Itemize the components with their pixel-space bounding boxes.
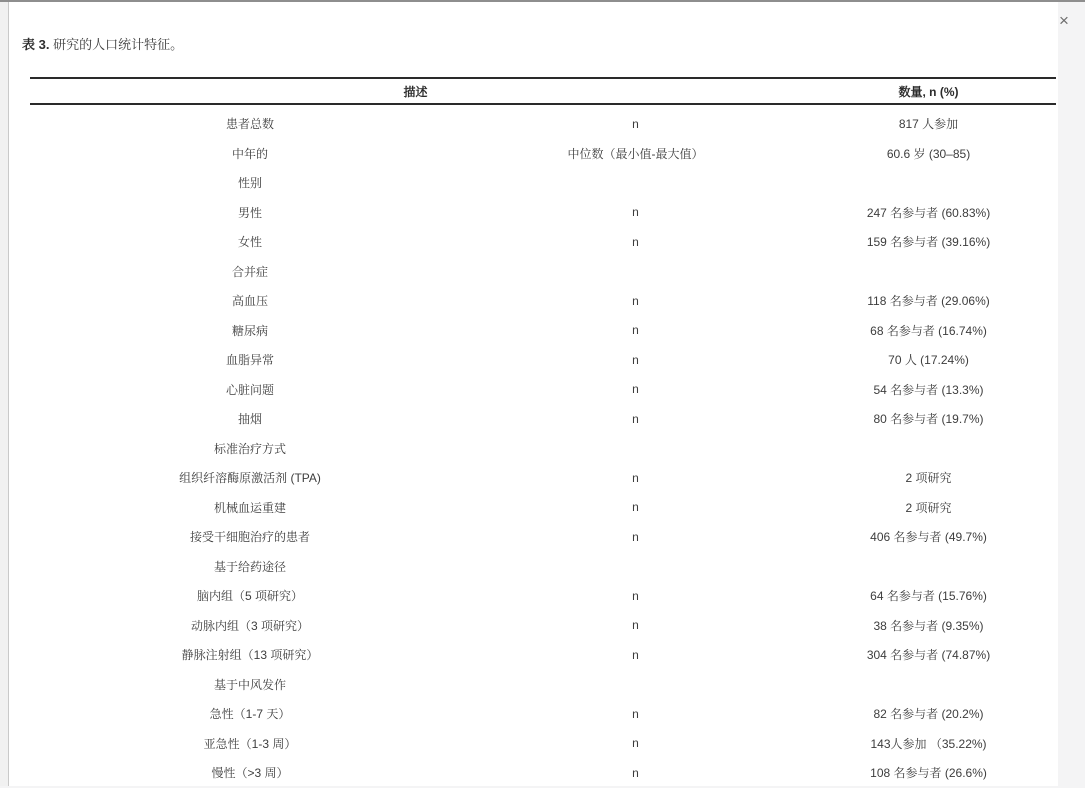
row-value: 60.6 岁 (30–85) [886, 146, 971, 161]
row-value: 108 名参与者 (26.6%) [870, 766, 987, 781]
table-row [30, 670, 1056, 700]
table-row [30, 611, 1056, 641]
row-label: 接受干细胞治疗的患者 [189, 530, 310, 545]
table-row [30, 434, 1056, 464]
col-header-quantity: 数量, n (%) [801, 78, 1056, 104]
table-row [30, 109, 1056, 139]
row-value: 118 名参与者 (29.06%) [867, 294, 990, 309]
table-row [30, 345, 1056, 375]
row-value [801, 434, 1056, 464]
row-value: 38 名参与者 (9.35%) [873, 618, 984, 633]
row-label: 心脏问题 [225, 382, 274, 397]
row-value [801, 670, 1056, 700]
row-measure: n [632, 234, 639, 249]
row-label: 机械血运重建 [213, 500, 286, 515]
row-value: 54 名参与者 (13.3%) [873, 382, 984, 397]
row-value: 406 名参与者 (49.7%) [870, 530, 987, 545]
col-header-description: 描述 [30, 78, 801, 104]
row-measure: n [632, 352, 639, 367]
row-label: 脑内组（5 项研究） [196, 589, 303, 604]
row-measure: n [632, 765, 639, 780]
row-value: 817 人参加 [898, 117, 959, 132]
row-value [801, 257, 1056, 287]
row-value: 304 名参与者 (74.87%) [866, 648, 991, 663]
table-title-number: 表 3. [22, 37, 50, 52]
table-row [30, 463, 1056, 493]
table-row [30, 316, 1056, 346]
table-header-row [30, 78, 1056, 104]
row-value: 64 名参与者 (15.76%) [870, 589, 987, 604]
table-row [30, 286, 1056, 316]
table-row [30, 552, 1056, 582]
row-label: 亚急性（1-3 周） [203, 736, 297, 751]
row-label: 性别 [237, 176, 262, 191]
row-measure: n [632, 500, 639, 515]
table-row [30, 404, 1056, 434]
table-row [30, 581, 1056, 611]
row-value: 159 名参与者 (39.16%) [866, 235, 991, 250]
row-measure [470, 434, 801, 464]
table-row [30, 640, 1056, 670]
table-row [30, 227, 1056, 257]
content-panel [8, 2, 1058, 786]
row-label: 静脉注射组（13 项研究） [181, 648, 319, 663]
row-value [801, 168, 1056, 198]
row-measure: n [632, 647, 639, 662]
row-measure [470, 168, 801, 198]
row-label: 慢性（>3 周） [211, 766, 289, 781]
table-row [30, 257, 1056, 287]
row-measure: n [632, 411, 639, 426]
row-label: 标准治疗方式 [213, 441, 286, 456]
row-measure: 中位数（最小值-最大值） [567, 146, 704, 161]
row-value: 2 项研究 [905, 471, 952, 486]
row-label: 基于给药途径 [213, 559, 286, 574]
row-measure [470, 552, 801, 582]
row-measure [470, 257, 801, 287]
row-label: 糖尿病 [231, 323, 268, 338]
row-label: 合并症 [231, 264, 268, 279]
row-value: 80 名参与者 (19.7%) [873, 412, 984, 427]
row-label: 男性 [237, 205, 262, 220]
row-value: 68 名参与者 (16.74%) [870, 323, 987, 338]
row-label: 女性 [237, 235, 262, 250]
row-value: 82 名参与者 (20.2%) [873, 707, 984, 722]
row-label: 组织纤溶酶原激活剂 (TPA) [179, 471, 321, 486]
row-measure: n [632, 706, 639, 721]
table-row [30, 375, 1056, 405]
row-label: 高血压 [231, 294, 268, 309]
table-row [30, 522, 1056, 552]
table-row [30, 168, 1056, 198]
table-row [30, 699, 1056, 729]
demographics-table [30, 77, 1056, 788]
table-row [30, 139, 1056, 169]
row-value: 143人参加 （35.22%) [870, 736, 987, 751]
row-label: 患者总数 [225, 117, 274, 132]
table-title-text: 研究的人口统计特征。 [49, 37, 184, 52]
row-measure: n [632, 618, 639, 633]
row-measure: n [632, 529, 639, 544]
row-label: 动脉内组（3 项研究） [190, 618, 309, 633]
row-measure: n [632, 205, 639, 220]
row-label: 中年的 [231, 146, 268, 161]
close-icon[interactable]: × [1059, 11, 1069, 30]
table-title [22, 34, 183, 53]
row-value: 247 名参与者 (60.83%) [866, 205, 991, 220]
row-measure: n [632, 470, 639, 485]
row-measure: n [632, 293, 639, 308]
row-measure: n [632, 736, 639, 751]
row-value [801, 552, 1056, 582]
row-measure [470, 670, 801, 700]
row-label: 血脂异常 [225, 353, 274, 368]
table-row [30, 198, 1056, 228]
table-row [30, 729, 1056, 759]
left-margin [0, 2, 8, 786]
table-row [30, 758, 1056, 788]
row-measure: n [632, 588, 639, 603]
row-label: 基于中风发作 [213, 677, 286, 692]
row-measure: n [632, 323, 639, 338]
row-value: 70 人 (17.24%) [888, 353, 969, 368]
table-row [30, 493, 1056, 523]
row-measure: n [632, 382, 639, 397]
row-label: 急性（1-7 天） [209, 707, 291, 722]
row-measure: n [632, 116, 639, 131]
row-value: 2 项研究 [905, 500, 952, 515]
row-label: 抽烟 [237, 412, 262, 427]
